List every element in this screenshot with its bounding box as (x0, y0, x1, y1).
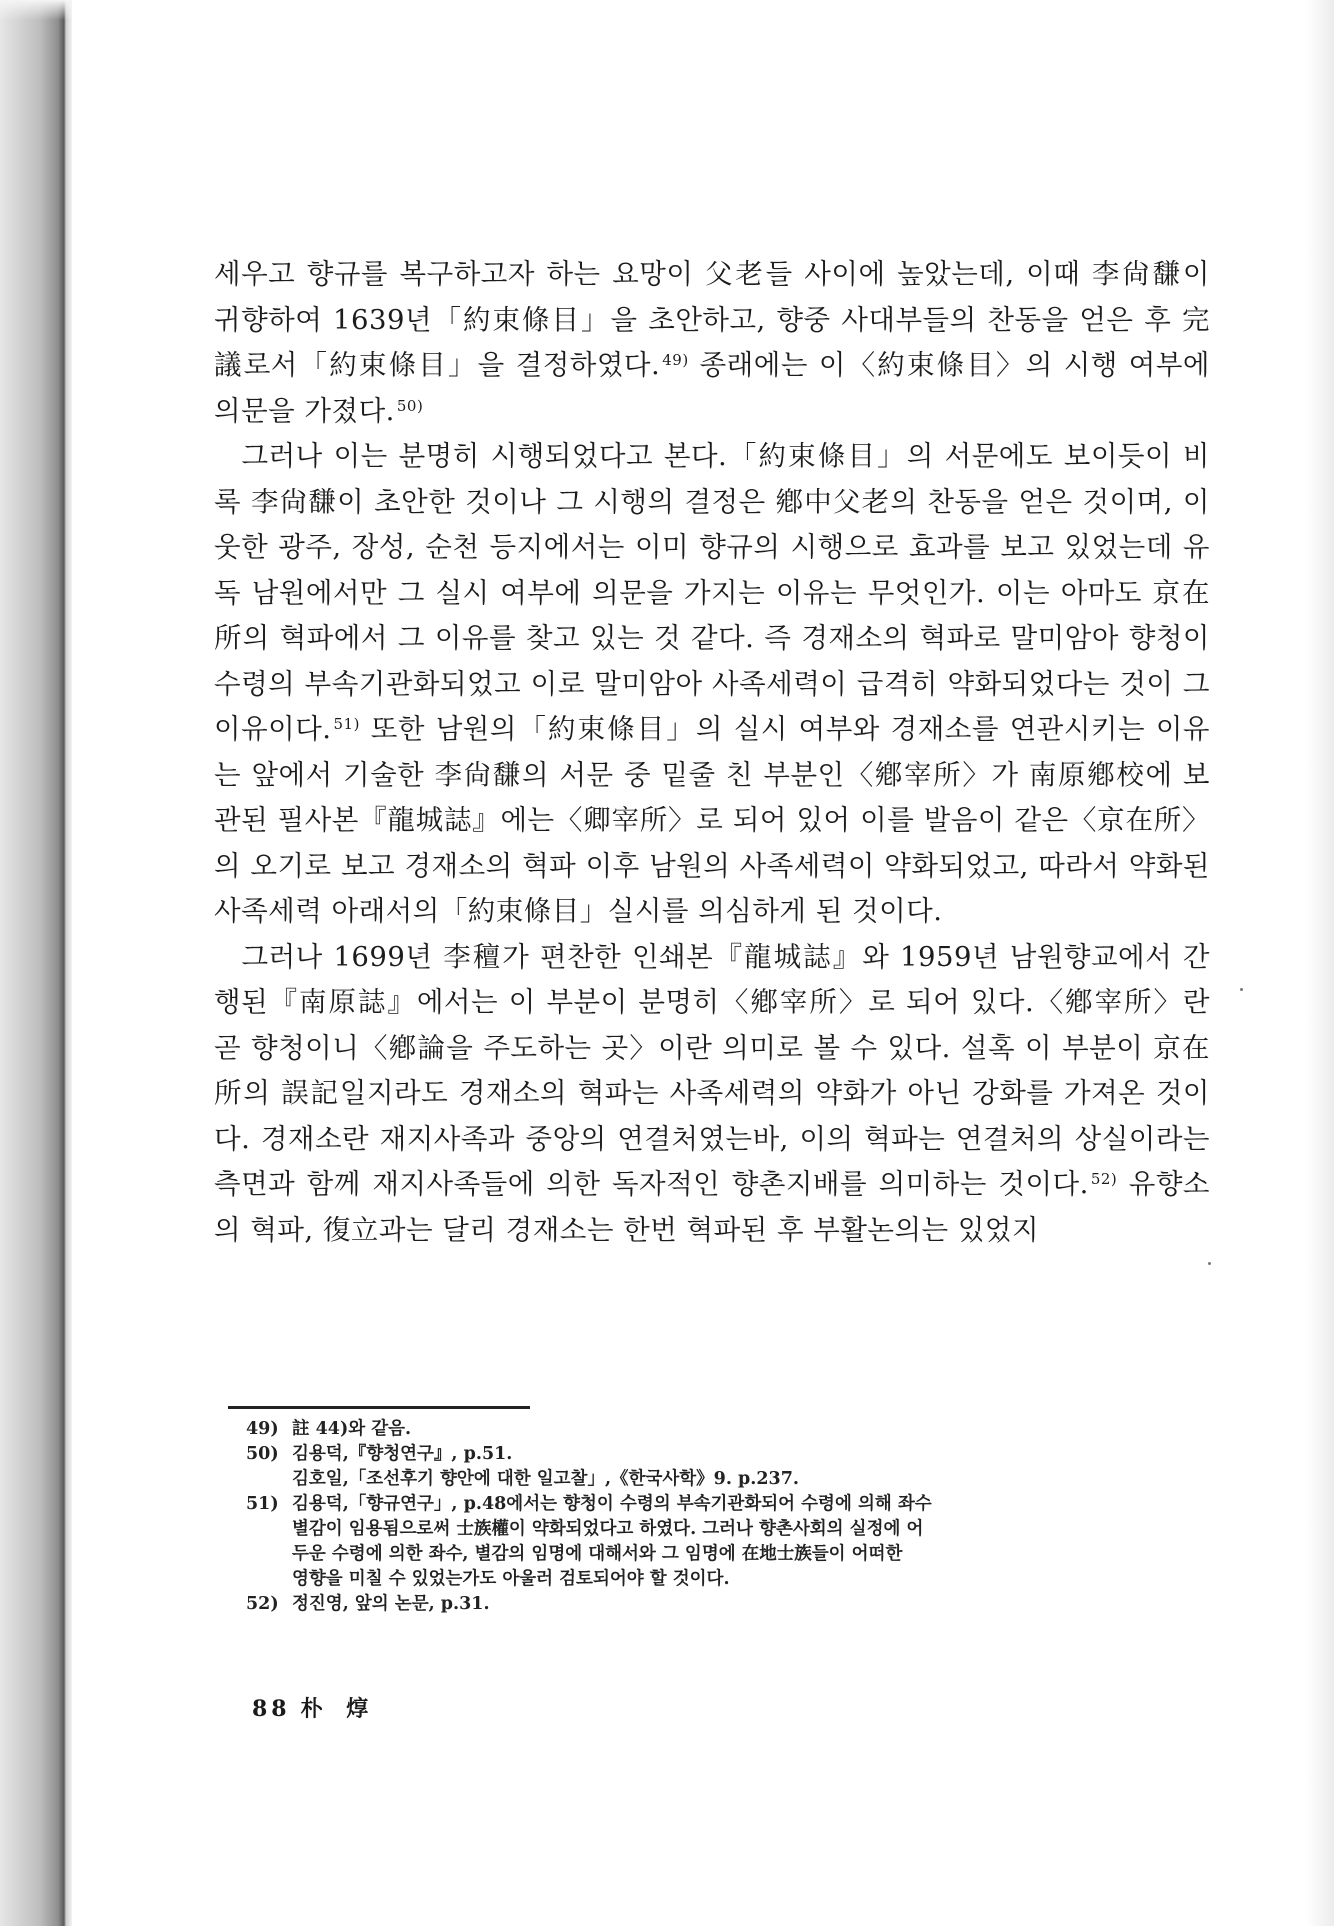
page-footer (252, 1692, 376, 1723)
footnote-divider (228, 1406, 530, 1409)
footnote-50 (246, 1442, 1216, 1492)
footnote-ref-52: 52) (1090, 1170, 1118, 1188)
footnote-52 (246, 1592, 1216, 1617)
scan-speck (1240, 988, 1243, 991)
footnote-line: 별감이 임용됨으로써 士族權이 약화되었다고 하였다. 그러나 향촌사회의 실정에 어 (292, 1519, 924, 1539)
footnote-line: 註 44)와 같음. (292, 1419, 412, 1439)
footnote-ref-51: 51) (333, 715, 360, 733)
paragraph-1-text-cont: 종래에는 이〈約束條目〉의 시행 여부에 의문을 가졌다. (214, 349, 1210, 427)
footnote-line: 두운 수령에 의한 좌수, 별감의 임명에 대해서와 그 임명에 在地士族들이 어떠한 (292, 1544, 903, 1564)
page-edge-shadow (1306, 0, 1334, 1926)
paragraph-3-text: 그러나 1699년 李䆄가 편찬한 인쇄본『龍城誌』와 1959년 남원향교에서 간행된『南原誌』에서는 이 부분이 분명히〈鄕宰所〉로 되어 있다.〈鄕宰所〉란 곧 향청이니〈鄕論을 주도하는 곳〉이란 의미로 볼 수 있다. 설혹 이 부분이 京在所의 誤記일지라도 경재소의 혁파는 사족세력의 약화가 아닌 강화를 가져온 것이다. 경재소란 재지사족과 중앙의 연결처였는바, 이의 혁파는 연결처의 상실이라는 측면과 함께 재지사족들에 의한 독자적인 향촌지배를 의미하는 것이다. (214, 940, 1210, 1200)
footnotes (246, 1417, 1216, 1617)
author-name: 朴 焞 (300, 1696, 377, 1722)
paragraph-1 (214, 252, 1210, 434)
footnote-49 (246, 1417, 1216, 1442)
paragraph-2 (214, 434, 1210, 935)
footnote-ref-50: 50) (396, 396, 424, 415)
footnote-number: 51) (246, 1494, 279, 1514)
page-number: 88 (252, 1696, 291, 1722)
footnote-line: 영향을 미칠 수 있었는가도 아울러 검토되어야 할 것이다. (292, 1569, 730, 1589)
footnote-line: 정진영, 앞의 논문, p.31. (292, 1594, 490, 1614)
footnote-line: 김용덕,『향청연구』, p.51. (292, 1444, 513, 1464)
paragraph-2-text-cont: 또한 남원의「約束條目」의 실시 여부와 경재소를 연관시키는 이유는 앞에서 기술한 李尙馦의 서문 중 밑줄 친 부분인〈鄕宰所〉가 南原鄕校에 보관된 필사본『龍城誌』에는〈卿宰所〉로 되어 있어 이를 발음이 같은〈京在所〉의 오기로 보고 경재소의 혁파 이후 남원의 사족세력이 약화되었고, 따라서 약화된 사족세력 아래서의「約束條目」실시를 의심하게 된 것이다. (214, 713, 1210, 927)
footnote-number: 49) (246, 1419, 279, 1439)
paragraph-2-text: 그러나 이는 분명히 시행되었다고 본다.「約束條目」의 서문에도 보이듯이 비록 李尙馦이 초안한 것이나 그 시행의 결정은 鄕中父老의 찬동을 얻은 것이며, 이웃한 광주, 장성, 순천 등지에서는 이미 향규의 시행으로 효과를 보고 있었는데 유독 남원에서만 그 실시 여부에 의문을 가지는 이유는 무엇인가. 이는 아마도 京在所의 혁파에서 그 이유를 찾고 있는 것 같다. 즉 경재소의 혁파로 말미암아 향청이 수령의 부속기관화되었고 이로 말미암아 사족세력이 급격히 약화되었다는 것이 그 이유이다. (214, 440, 1210, 745)
paragraph-1-text: 세우고 향규를 복구하고자 하는 요망이 父老들 사이에 높았는데, 이때 李尙馦이 귀향하여 1639년「約束條目」을 초안하고, 향중 사대부들의 찬동을 얻은 후 完議로서「約束條目」을 결정하였다. (214, 258, 1210, 381)
book-spine-highlight (0, 0, 72, 20)
footnote-line: 김호일,「조선후기 향안에 대한 일고찰」,《한국사학》9. p.237. (292, 1469, 799, 1489)
footnote-51 (246, 1492, 1216, 1592)
footnote-ref-49: 49) (662, 351, 689, 369)
body-text (214, 252, 1210, 1253)
footnote-number: 52) (246, 1594, 279, 1614)
scan-speck (1208, 1262, 1211, 1265)
book-spine-edge (0, 0, 72, 1926)
paragraph-3 (214, 935, 1210, 1254)
footnote-line: 김용덕,「향규연구」, p.48에서는 향청이 수령의 부속기관화되어 수령에 의해 좌수 (292, 1494, 932, 1514)
paragraph-3-text-cont: 유향소의 혁파, 復立과는 달리 경재소는 한번 혁파된 후 부활논의는 있었지 (214, 1168, 1210, 1246)
footnote-number: 50) (246, 1444, 279, 1464)
